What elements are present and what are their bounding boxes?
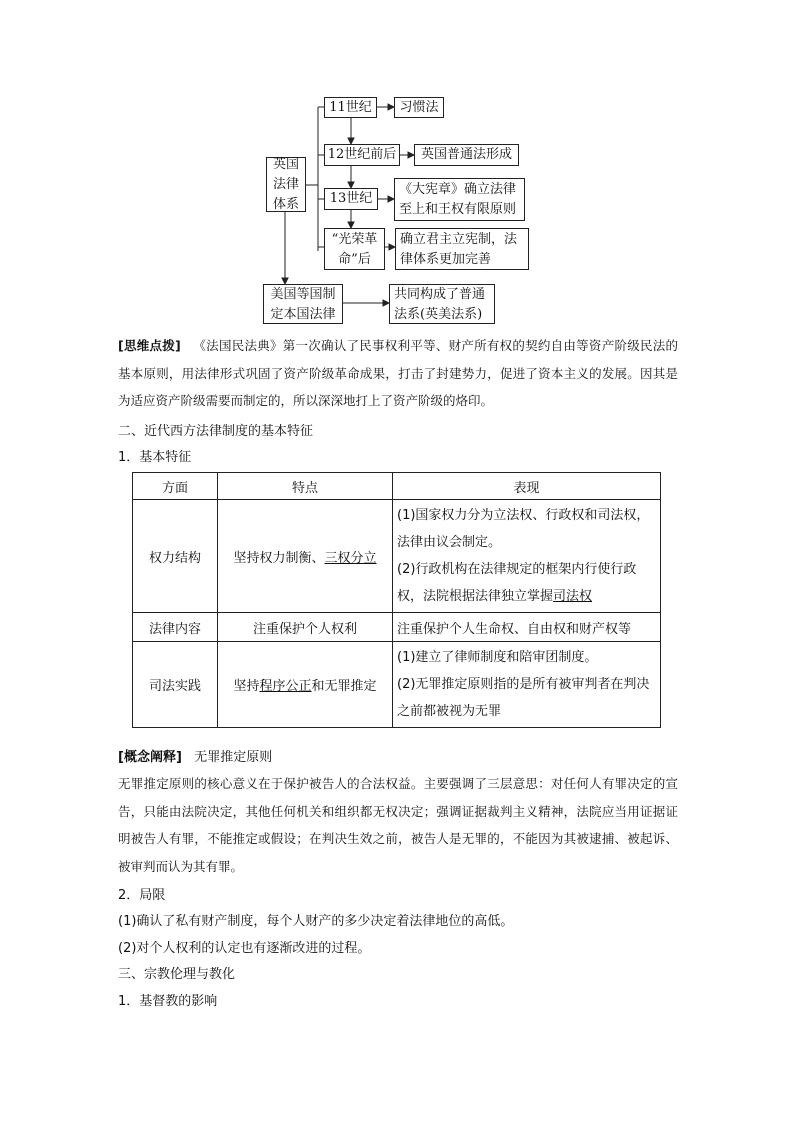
constitutional-monarchy-label: 确立君主立宪制，法律体系更加完善 [400,232,518,267]
row2-performance: 注重保护个人生命权、自由权和财产权等 [393,613,661,642]
table-row [133,500,661,613]
constitutional-monarchy-box [395,228,529,270]
glorious-revolution-label: “光荣革命”后 [331,232,378,267]
limit-1: (1)确认了私有财产制度，每个人财产的多少决定着法律地位的高低。 [118,914,514,929]
common-law-label: 英国普通法形成 [420,147,512,162]
usa-law-box [263,284,343,324]
concept-title: 无罪推定原则 [194,750,273,765]
custom-law-box [394,97,444,118]
era-13c-label: 13世纪 [329,191,373,206]
row2-aspect: 法律内容 [133,613,218,642]
root-label: 英国法律体系 [272,156,299,212]
sub3-title: 1．基督教的影响 [118,994,218,1009]
header-performance: 表现 [393,473,661,500]
row1-perf2b: 司法权 [553,589,593,604]
thinking-note-text: 《法国民法典》第一次确认了民事权利平等、财产所有权的契约自由等资产阶级民法的基本原则，用法律形式巩固了资产阶级革命成果，打击了封建势力，促进了资本主义的发展。因其是为适应资产阶级需要而制定的，所以深深地打上了资产阶级的烙印。 [118,338,678,408]
concept-tag: [概念阐释] [118,750,182,765]
concept-heading [118,746,272,765]
row1-feature-a: 坚持权力制衡、 [233,550,325,566]
era-11c-label: 11世纪 [329,99,372,115]
row3-feature [218,642,393,728]
era-13c-box [324,188,378,210]
features-table [132,472,661,728]
sub1-title: 1．基本特征 [118,450,192,465]
table-row [133,642,661,728]
row1-performance [393,500,661,613]
table-header-row [133,473,661,500]
row3-feature-c: 和无罪推定 [311,679,377,694]
concept-text: 无罪推定原则的核心意义在于保护被告人的合法权益。主要强调了三层意思：对任何人有罪决定的宣告，只能由法院决定，其他任何机关和组织都无权决定；强调证据裁判主义精神，法院应当用证据证明被告人有罪，不能推定或假设；在判决生效之前，被告人是无罪的，不能因为其被逮捕、被起诉、被审判而认为其有罪。 [118,776,678,874]
section3-title: 三、宗教伦理与教化 [118,967,236,982]
table-row [133,613,661,642]
row3-performance [393,642,661,728]
header-aspect: 方面 [133,473,218,500]
common-law-system-label: 共同构成了普通法系(英美法系) [394,287,486,322]
glorious-revolution-box [324,228,385,270]
row2-feature: 注重保护个人权利 [218,613,393,642]
limit-2: (2)对个人权利的认定也有逐渐改进的过程。 [118,941,371,956]
custom-law-label: 习惯法 [399,99,439,115]
common-law-box [414,144,519,166]
row3-feature-a: 坚持 [233,679,260,694]
row1-perf2 [397,556,656,610]
row1-feature-b: 三权分立 [324,550,377,566]
row3-feature-b: 程序公正 [259,679,312,694]
thinking-note [118,332,678,415]
row3-perf2: (2)无罪推定原则指的是所有被审判者在判决之前都被视为无罪 [397,677,650,719]
magna-carta-box [394,178,525,221]
magna-carta-label: 《大宪章》确立法律至上和王权有限原则 [399,182,517,217]
row1-perf2a: (2)行政机构在法律规定的框架内行使行政权，法院根据法律独立掌握 [397,562,637,604]
row3-perf1: (1)建立了律师制度和陪审团制度。 [397,650,598,665]
header-feature: 特点 [218,473,393,500]
row1-feature [218,500,393,613]
era-11c-box [324,97,377,118]
row1-perf1: (1)国家权力分为立法权、行政权和司法权，法律由议会制定。 [397,508,650,550]
usa-law-label: 美国等国制定本国法律 [270,287,336,322]
sub2-title: 2．局限 [118,888,166,903]
era-12c-box [324,144,400,166]
era-12c-label: 12世纪前后 [327,147,397,162]
row1-aspect: 权力结构 [133,500,218,613]
thinking-note-tag: [思维点拨] [118,338,181,353]
section2-title: 二、近代西方法律制度的基本特征 [118,424,314,439]
row3-aspect: 司法实践 [133,642,218,728]
root-box [266,157,306,212]
common-law-system-box [389,284,495,324]
